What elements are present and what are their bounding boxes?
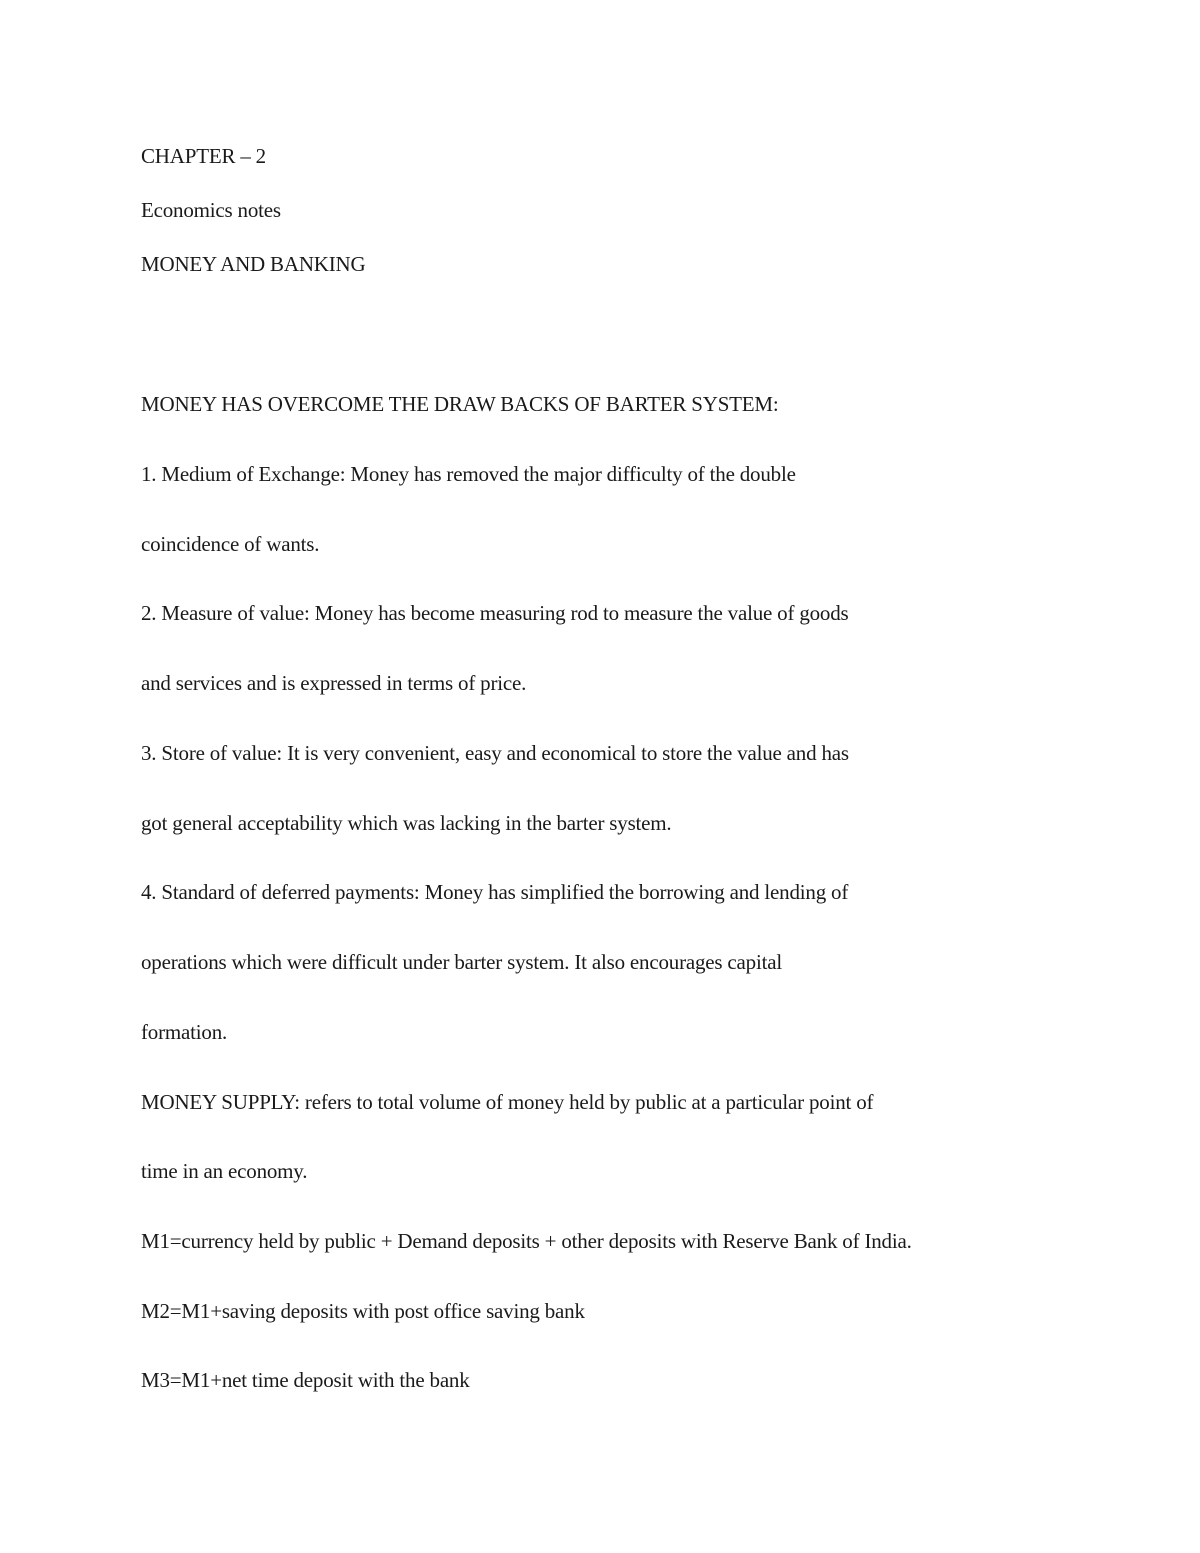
- point-4-line-1: 4. Standard of deferred payments: Money has simplified the borrowing and lending of: [141, 880, 849, 904]
- subject-label: Economics notes: [141, 198, 281, 222]
- point-3-line-2: got general acceptability which was lacking in the barter system.: [141, 811, 672, 835]
- point-3-line-1: 3. Store of value: It is very convenient, easy and economical to store the value and has: [141, 741, 849, 765]
- chapter-heading: CHAPTER – 2: [141, 144, 266, 168]
- document-title: MONEY AND BANKING: [141, 252, 366, 276]
- point-1-line-1: 1. Medium of Exchange: Money has removed the major difficulty of the double: [141, 462, 796, 486]
- measure-m2: M2=M1+saving deposits with post office saving bank: [141, 1299, 585, 1323]
- point-1-line-2: coincidence of wants.: [141, 532, 320, 556]
- money-supply-line-2: time in an economy.: [141, 1159, 308, 1183]
- section-heading: MONEY HAS OVERCOME THE DRAW BACKS OF BARTER SYSTEM:: [141, 392, 779, 416]
- measure-m3: M3=M1+net time deposit with the bank: [141, 1368, 470, 1392]
- point-2-line-1: 2. Measure of value: Money has become measuring rod to measure the value of goods: [141, 601, 849, 625]
- money-supply-line-1: MONEY SUPPLY: refers to total volume of money held by public at a particular point of: [141, 1090, 874, 1114]
- measure-m1: M1=currency held by public + Demand deposits + other deposits with Reserve Bank of India.: [141, 1229, 912, 1253]
- point-2-line-2: and services and is expressed in terms of price.: [141, 671, 527, 695]
- point-4-line-3: formation.: [141, 1020, 228, 1044]
- point-4-line-2: operations which were difficult under barter system. It also encourages capital: [141, 950, 782, 974]
